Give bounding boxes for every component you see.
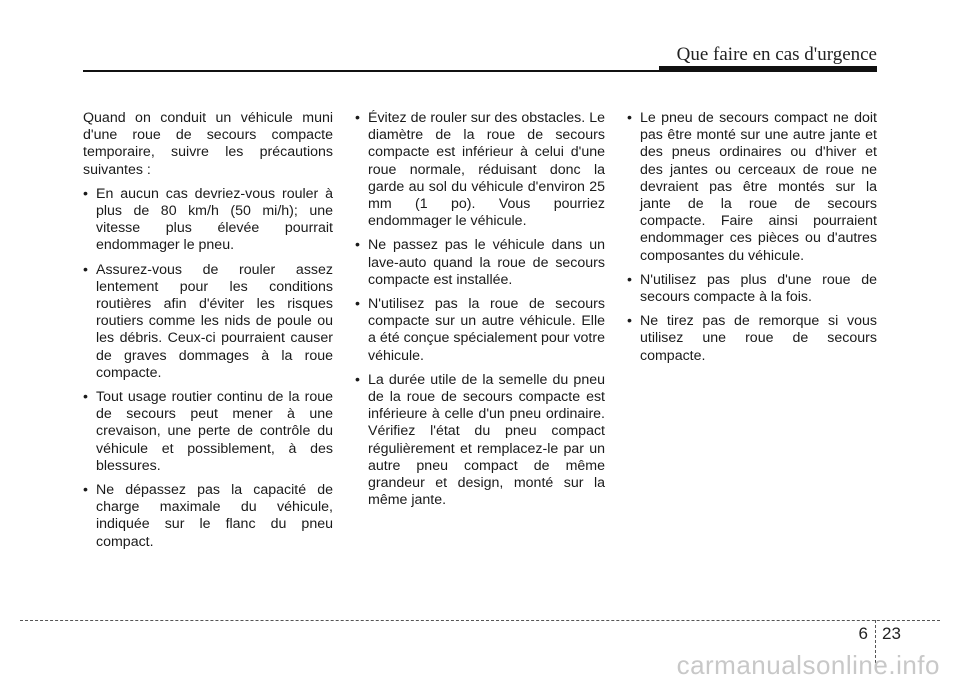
precautions-list — [355, 110, 605, 509]
list-item: • Évitez de rouler sur des obstacles. Le diamètre de la roue de secours compacte est inférieur à celui d'une roue normale, réduisant donc la garde au sol du véhicule d'environ 25 mm (1 po). Vous pourriez endommager le véhicule. — [355, 110, 605, 230]
text-column-1 — [83, 110, 333, 558]
list-item: • Ne dépassez pas la capacité de charge maximale du véhicule, indiquée sur le flanc du pneu compact. — [83, 482, 333, 551]
list-item: • Le pneu de secours compact ne doit pas être monté sur une autre jante et des pneus ordinaires ou d'hiver et des jantes ou cerceaux de roue ne devraient pas être montés sur la jante de la roue de secours compacte. Faire ainsi pourraient endommager ces pièces ou d'autres composantes du véhicule. — [627, 110, 877, 265]
list-item: • N'utilisez pas la roue de secours compacte sur un autre véhicule. Elle a été conçue spécialement pour votre véhicule. — [355, 296, 605, 365]
text-column-2 — [355, 110, 605, 516]
list-item: • La durée utile de la semelle du pneu de la roue de secours compacte est inférieure à celle d'un pneu ordinaire. Vérifiez l'état du pneu compact régulièrement et remplacez-le par un autre pneu compact de même grandeur et design, monté sur la même jante. — [355, 372, 605, 510]
header-rule-accent — [659, 66, 877, 72]
list-item: • Ne passez pas le véhicule dans un lave-auto quand la roue de secours compacte est installée. — [355, 237, 605, 289]
section-title: Que faire en cas d'urgence — [676, 44, 877, 65]
chapter-number: 6 — [858, 624, 868, 643]
list-item: • Assurez-vous de rouler assez lentement pour les conditions routières afin d'éviter les risques routiers comme les nids de poule ou les débris. Ceux-ci pourraient causer de graves dommages à la roue compacte. — [83, 262, 333, 382]
text-column-3 — [627, 110, 877, 372]
list-item: • Ne tirez pas de remorque si vous utilisez une roue de secours compacte. — [627, 313, 877, 365]
list-item: • En aucun cas devriez-vous rouler à plus de 80 km/h (50 mi/h); une vitesse plus élevée pourrait endommager le pneu. — [83, 186, 333, 255]
list-item: • N'utilisez pas plus d'une roue de secours compacte à la fois. — [627, 272, 877, 306]
page-number: 23 — [882, 624, 901, 643]
precautions-list — [83, 186, 333, 551]
precautions-list — [627, 110, 877, 365]
watermark: carmanualsonline.info — [676, 650, 940, 680]
footer-dashed-rule — [20, 620, 940, 621]
intro-paragraph: Quand on conduit un véhicule muni d'une roue de secours compacte temporaire, suivre les précautions suivantes : — [83, 110, 333, 178]
list-item: • Tout usage routier continu de la roue de secours peut mener à une crevaison, une perte de contrôle du véhicule et possiblement, à des blessures. — [83, 389, 333, 475]
